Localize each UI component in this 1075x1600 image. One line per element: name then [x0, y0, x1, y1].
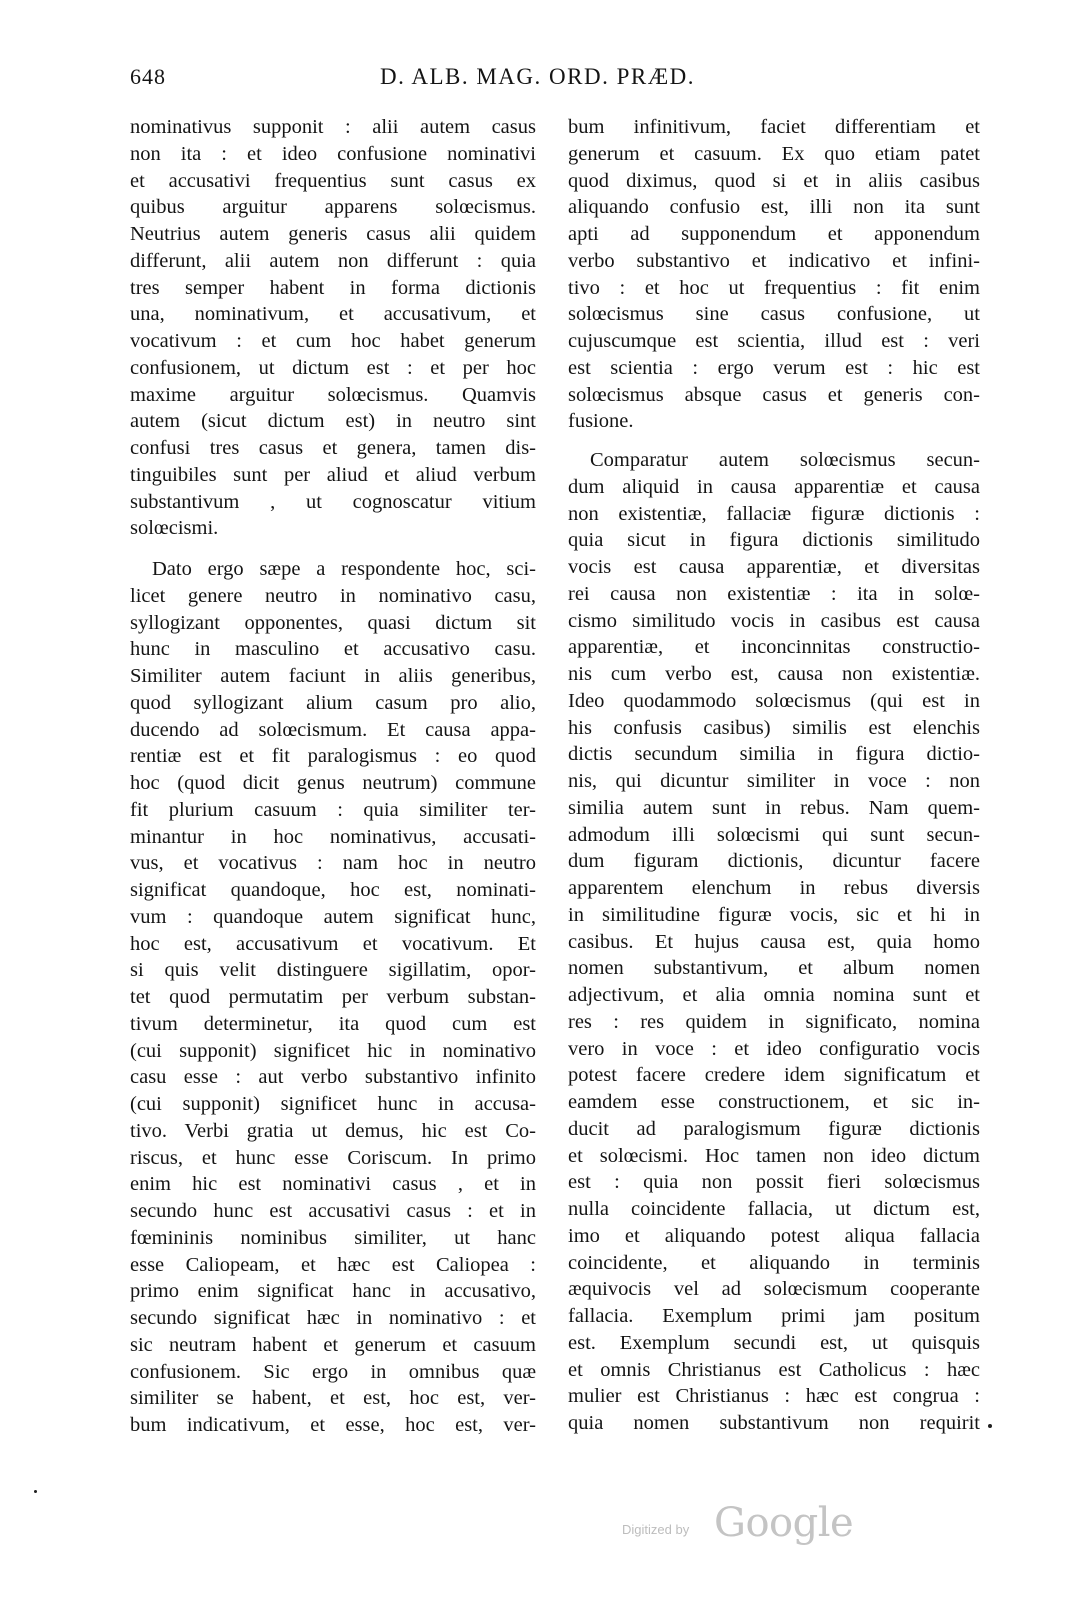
digitized-by-text: Digitized by [622, 1522, 690, 1537]
text-line: est. Exemplum secundi est, ut quisquis [568, 1331, 980, 1354]
text-line: vus, et vocativus : nam hoc in neutro [130, 852, 536, 875]
text-line: non ita : et ideo confusione nominativi [130, 142, 536, 165]
text-line: syllogizant opponentes, quasi dictum sit [130, 611, 536, 634]
text-line: tivo : et hoc ut frequentius : fit enim [568, 276, 980, 299]
text-line: non existentiæ, fallaciæ figuræ dictionis : [568, 502, 980, 525]
text-line: esse Caliopeam, et hæc est Caliopea : [130, 1253, 536, 1276]
text-line: apparentem elenchum in rebus diversis [568, 877, 980, 899]
text-line: ducendo ad solœcismum. Et causa appa- [130, 718, 536, 741]
text-line: quia nomen substantivum non requirit [568, 1412, 980, 1434]
text-line: nis, qui dicuntur similiter in voce : non [568, 770, 980, 792]
text-line: licet genere neutro in nominativo casu, [130, 584, 536, 607]
text-line: in similitudine figuræ vocis, sic et hi in [568, 903, 980, 926]
margin-speck [34, 1490, 37, 1493]
text-line: una, nominativum, et accusativum, et [130, 303, 536, 326]
text-line: æquivocis vel ad solœcismum cooperante [568, 1278, 980, 1301]
text-line: hoc est, accusativum et vocativum. Et [130, 932, 536, 955]
text-line: secundo significat hæc in nominativo : et [130, 1307, 536, 1329]
text-line: confusi tres casus et genera, tamen dis- [130, 437, 536, 459]
text-line: vero in voce : et ideo configuratio vocis [568, 1037, 980, 1060]
text-line: rentiæ est et fit paralogismus : eo quod [130, 745, 536, 768]
text-line: generum et casuum. Ex quo etiam patet [568, 142, 980, 165]
text-line: et accusativi frequentius sunt casus ex [130, 169, 536, 192]
text-line: casibus. Et hujus causa est, quia homo [568, 930, 980, 953]
text-line: est scientia : ergo verum est : hic est [568, 356, 980, 379]
text-line: sic neutram habent et generum et casuum [130, 1333, 536, 1356]
text-line: tivum determinetur, ita quod cum est [130, 1012, 536, 1035]
text-line: imo et aliquando potest aliqua fallacia [568, 1224, 980, 1247]
text-line: Neutrius autem generis casus alii quidem [130, 223, 536, 245]
text-line: maxime arguitur solœcismus. Quamvis [130, 383, 536, 406]
text-line: adjectivum, et alia omnia nomina sunt et [568, 984, 980, 1006]
text-line: vocis est causa apparentiæ, et diversitas [568, 556, 980, 578]
text-line: nominativus supponit : alii autem casus [130, 116, 536, 138]
text-line: fit plurium casuum : quia similiter ter- [130, 798, 536, 821]
text-line: rei causa non existentiæ : ita in solœ- [568, 582, 980, 605]
text-line: et omnis Christianus est Catholicus : hæc [568, 1358, 980, 1381]
text-line: tet quod permutatim per verbum substan- [130, 986, 536, 1008]
text-line: fallacia. Exemplum primi jam positum [568, 1305, 980, 1327]
text-line: et solœcismi. Hoc tamen non ideo dictum [568, 1144, 980, 1167]
text-line: fusione. [568, 410, 634, 433]
text-line: solœcismi. [130, 517, 219, 540]
text-line: (cui supponit) significet hic in nominativo [130, 1039, 536, 1062]
margin-speck [988, 1424, 992, 1428]
text-line: significat quandoque, hoc est, nominati- [130, 879, 536, 901]
text-line: hoc (quod dicit genus neutrum) commune [130, 772, 536, 794]
text-line: fœmininis nominibus similiter, ut hanc [130, 1226, 536, 1249]
text-line: solœcismus absque casus et generis con- [568, 383, 980, 406]
text-line: eamdem esse constructionem, et sic in- [568, 1091, 980, 1113]
text-line: vocativum : et cum hoc habet generum [130, 330, 536, 352]
text-line: substantivum , ut cognoscatur vitium [130, 490, 536, 513]
left-column [130, 114, 536, 1439]
google-logo: Google [714, 1500, 854, 1546]
text-line: apti ad supponendum et apponendum [568, 223, 980, 245]
text-line: secundo hunc est accusativi casus : et in [130, 1200, 536, 1222]
text-line: similiter se habent, et est, hoc est, ver- [130, 1387, 536, 1410]
text-line: riscus, et hunc esse Coriscum. In primo [130, 1146, 536, 1169]
right-column [568, 114, 980, 1437]
text-line: cismo similitudo vocis in casibus est causa [568, 609, 980, 632]
text-line: Similiter autem faciunt in aliis generibus, [130, 665, 536, 687]
text-line: tivo. Verbi gratia ut demus, hic est Co- [130, 1119, 536, 1142]
text-line: quod syllogizant alium casum pro alio, [130, 691, 536, 714]
text-line: nis cum verbo est, causa non existentiæ. [568, 663, 980, 685]
text-line: coincidente, et aliquando in terminis [568, 1251, 980, 1274]
text-line: dum aliquid in causa apparentiæ et causa [568, 475, 980, 498]
running-head: D. ALB. MAG. ORD. PRÆD. [380, 64, 696, 89]
text-line: nomen substantivum, et album nomen [568, 957, 980, 980]
page-number: 648 [130, 64, 166, 89]
text-line: cujuscumque est scientia, illud est : veri [568, 330, 980, 352]
text-line: mulier est Christianus : hæc est congrua : [568, 1385, 980, 1408]
text-line: solœcismus sine casus confusione, ut [568, 303, 980, 326]
text-line: apparentiæ, et inconcinnitas constructio- [568, 636, 980, 659]
text-line: bum infinitivum, faciet differentiam et [568, 116, 980, 138]
text-line: autem (sicut dictum est) in neutro sint [130, 410, 536, 433]
text-line: minantur in hoc nominativus, accusati- [130, 825, 536, 848]
text-line: (cui supponit) significet hunc in accusa- [130, 1093, 536, 1115]
text-line: vum : quandoque autem significat hunc, [130, 905, 536, 928]
text-line: dictis secundum similia in figura dictio- [568, 743, 980, 766]
text-line: bum indicativum, et esse, hoc est, ver- [130, 1414, 536, 1436]
text-line: dum figuram dictionis, dicuntur facere [568, 850, 980, 873]
page-header [130, 64, 982, 100]
text-line: est : quia non possit fieri solœcismus [568, 1171, 980, 1194]
text-line: similia autem sunt in rebus. Nam quem- [568, 796, 980, 819]
text-line: res : res quidem in significato, nomina [568, 1010, 980, 1033]
text-line: verbo substantivo et indicativo et infini- [568, 249, 980, 272]
text-line: admodum illi solœcismi qui sunt secun- [568, 823, 980, 846]
text-line: Dato ergo sæpe a respondente hoc, sci- [152, 558, 536, 580]
paragraph-gap [130, 542, 536, 556]
text-line: his confusis casibus) similis est elenchis [568, 716, 980, 739]
text-line: confusionem. Sic ergo in omnibus quæ [130, 1360, 536, 1383]
text-line: quibus arguitur apparens solœcismus. [130, 196, 536, 219]
text-line: differunt, alii autem non differunt : quia [130, 249, 536, 272]
text-line: aliquando confusio est, illi non ita sunt [568, 196, 980, 219]
text-line: primo enim significat hanc in accusativo, [130, 1280, 536, 1303]
text-line: ducit ad paralogismum figuræ dictionis [568, 1117, 980, 1140]
text-line: Comparatur autem solœcismus secun- [590, 449, 980, 471]
text-line: quod diximus, quod si et in aliis casibus [568, 169, 980, 192]
text-line: tres semper habent in forma dictionis [130, 276, 536, 299]
text-line: casu esse : aut verbo substantivo infinito [130, 1066, 536, 1089]
text-line: confusionem, ut dictum est : et per hoc [130, 356, 536, 379]
text-line: nulla coincidente fallacia, ut dictum est, [568, 1198, 980, 1220]
text-line: quia sicut in figura dictionis similitudo [568, 529, 980, 552]
text-line: enim hic est nominativi casus , et in [130, 1173, 536, 1196]
text-line: si quis velit distinguere sigillatim, opor- [130, 959, 536, 982]
text-line: Ideo quodammodo solœcismus (qui est in [568, 689, 980, 712]
text-line: tinguibiles sunt per aliud et aliud verbum [130, 463, 536, 486]
text-line: hunc in masculino et accusativo casu. [130, 638, 536, 661]
paragraph-gap [568, 435, 980, 447]
text-line: potest facere credere idem significatum et [568, 1064, 980, 1087]
